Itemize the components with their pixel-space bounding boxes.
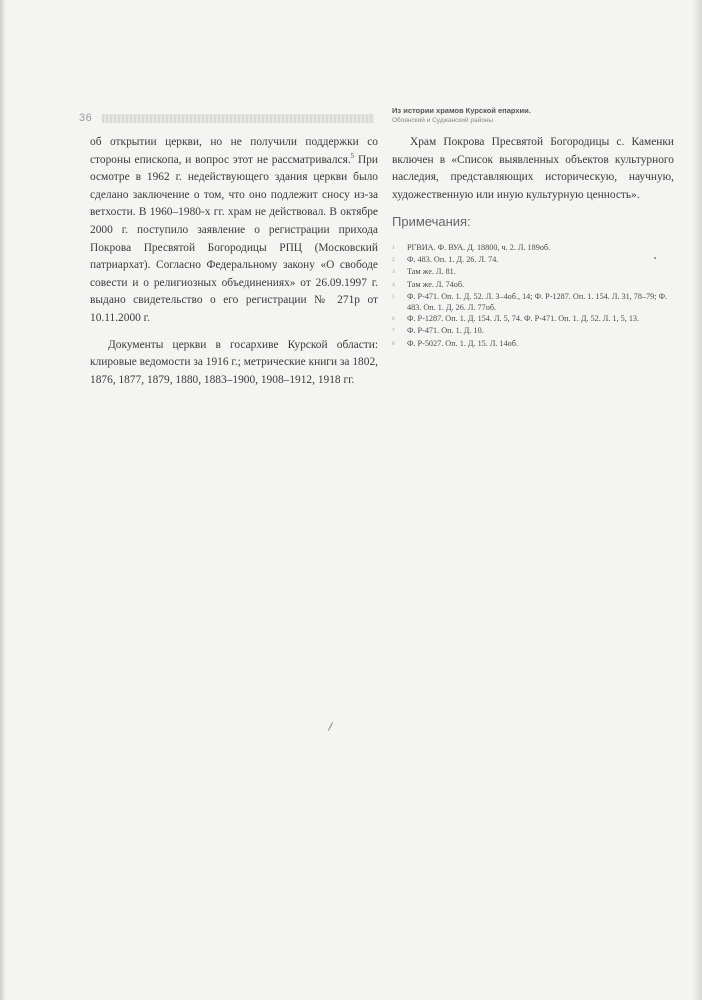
note-item bbox=[392, 338, 677, 350]
note-text: РГВИА. Ф. ВУА. Д. 18800, ч. 2. Л. 189об. bbox=[407, 243, 551, 252]
running-head-title: Из истории храмов Курской епархии. bbox=[392, 106, 531, 115]
notes-heading: Примечания: bbox=[392, 214, 471, 229]
note-item bbox=[392, 291, 677, 313]
note-number: 3 bbox=[392, 269, 395, 276]
note-number: 5 bbox=[392, 293, 395, 300]
note-item bbox=[392, 313, 677, 325]
note-number: 7 bbox=[392, 328, 395, 335]
right-paragraph-1: Храм Покрова Пресвятой Богородицы с. Каменки включен в «Список выявленных объектов культурного наследия, представляющих историческую, научную, художественную или иную культурную ценность». bbox=[392, 136, 674, 201]
notes-list bbox=[392, 242, 677, 350]
note-text: Ф. Р-5027. Оп. 1. Д. 15. Л. 14об. bbox=[407, 338, 518, 348]
note-item bbox=[392, 325, 677, 337]
scan-speck bbox=[654, 257, 656, 259]
header-decorative-band bbox=[102, 114, 374, 123]
left-text-column bbox=[90, 134, 378, 389]
left-paragraph-1-part2: При осмотре в 1962 г. недействующего здания церкви было сделано заключение о том, что оно подлежит сносу из-за ветхости. В 1960–1980-х гг. храм не действовал. В октябре 2000 г. поступило заявление о регистрации прихода Покрова Пресвятой Богородицы РПЦ (Московский патриархат). Согласно Федеральному закону «О свободе совести и о религиозных объединениях» от 26.09.1997 г. выдано свидетельство о его регистрации № 271р от 10.11.2000 г. bbox=[90, 153, 378, 324]
note-item bbox=[392, 266, 677, 278]
note-text: Там же. Л. 81. bbox=[407, 267, 456, 277]
note-number: 6 bbox=[392, 316, 395, 323]
note-item bbox=[392, 242, 677, 254]
left-paragraph-1 bbox=[90, 134, 378, 328]
left-paragraph-1-part1: об открытии церкви, но не получили поддержки со стороны епископа, и вопрос этот не рассматривался. bbox=[90, 136, 378, 166]
scan-edge-shadow-left bbox=[0, 0, 6, 1000]
note-number: 2 bbox=[392, 257, 395, 264]
note-item bbox=[392, 254, 677, 266]
note-number: 1 bbox=[392, 245, 395, 251]
note-text: Ф. 483. Оп. 1. Д. 26. Л. 74. bbox=[407, 255, 499, 265]
footnote-ref-5: 5 bbox=[350, 151, 355, 160]
running-head bbox=[392, 106, 632, 126]
left-paragraph-2: Документы церкви в госархиве Курской области: клировые ведомости за 1916 г.; метрические книги за 1802, 1876, 1877, 1879, 1880, 1883–1900, 1908–1912, 1918 гг. bbox=[90, 338, 378, 386]
note-text: Ф. Р-471. Оп. 1. Д. 10. bbox=[407, 326, 484, 336]
scan-edge-shadow-right bbox=[692, 0, 702, 1000]
scan-speck bbox=[328, 722, 333, 730]
note-text: Там же. Л. 74об. bbox=[407, 279, 465, 289]
page-number: 36 bbox=[79, 112, 93, 124]
note-number: 4 bbox=[392, 281, 395, 288]
note-item bbox=[392, 279, 677, 291]
right-text-column bbox=[392, 134, 674, 204]
running-head-subtitle: Обоянский и Суджанский районы bbox=[392, 117, 494, 124]
note-text: Ф. Р-471. Оп. 1. Д. 52. Л. 3–4об., 14; Ф. Р-1287. Оп. 1. 154. Л. 31, 78–79; Ф. 483. Оп. 1. Д. 26. Л. 77об. bbox=[407, 291, 668, 313]
note-number: 8 bbox=[392, 340, 395, 347]
note-text: Ф. Р-1287. Оп. 1. Д. 154. Л. 5, 74. Ф. Р-471. Оп. 1. Д. 52. Л. 1, 5, 13. bbox=[407, 314, 640, 324]
